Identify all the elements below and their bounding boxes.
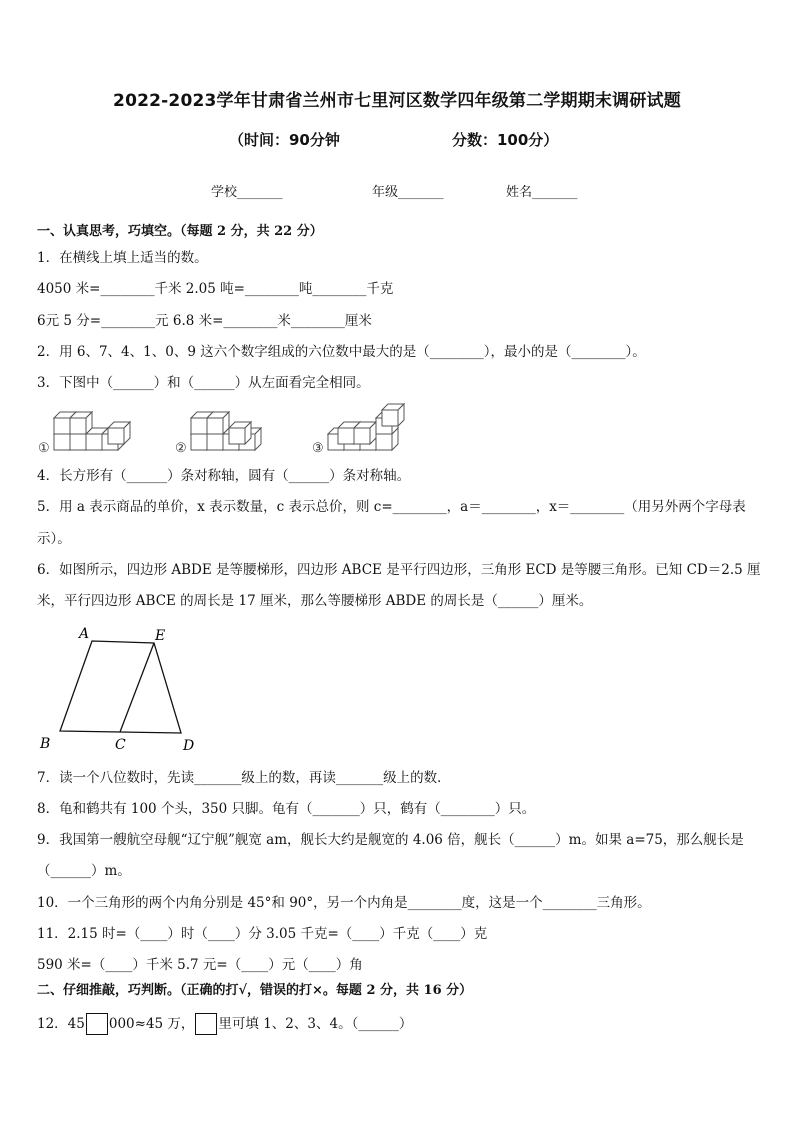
question-11-line-1: 11．2.15 时=（____）时（____）分 3.05 千克=（____）千克（____）克 [37,926,488,942]
cube-figure-label-3: ③ [312,441,324,456]
exam-score: 分数：100分） [452,131,559,149]
grade-field: 年级_______ [372,185,444,200]
question-1: 1．在横线上填上适当的数。 [37,250,208,266]
question-1-part-a: 4050 米=________千米 2.05 吨=________吨________千克 [37,281,394,297]
question-9-line-1: 9．我国第一艘航空母舰“辽宁舰”舰宽 am，舰长大约是舰宽的 4.06 倍，舰长（______）m。如果 a=75，那么舰长是 [37,832,744,848]
vertex-label-a: A [79,626,90,642]
vertex-label-d: D [183,738,195,754]
vertex-label-c: C [115,737,126,753]
question-1-part-b: 6元 5 分=________元 6.8 米=________米________厘米 [37,313,372,329]
cube-figure-label-2: ② [175,441,187,456]
cube-figure-label-1: ① [38,441,50,456]
question-12 [37,1013,412,1035]
exam-time: （时间：90分钟 [229,131,340,149]
question-12-middle: 000≈45 万， [108,1016,195,1032]
question-5-line-2: 示）。 [37,531,71,547]
question-8: 8．龟和鹤共有 100 个头，350 只脚。龟有（_______）只，鹤有（________）只。 [37,801,536,817]
question-6-line-2: 米，平行四边形 ABCE 的周长是 17 厘米，那么等腰梯形 ABDE 的周长是（______）厘米。 [37,593,593,609]
cube-figure-1 [54,412,130,450]
cube-figure-3 [328,404,404,450]
vertex-label-e: E [155,628,166,644]
question-5-line-1: 5．用 a 表示商品的单价，x 表示数量，c 表示总价，则 c=________，a＝________，x＝________（用另外两个字母表 [37,499,746,515]
cube-figure-2 [191,412,261,450]
blank-box-2[interactable] [195,1013,217,1035]
name-field: 姓名_______ [506,185,578,200]
question-12-prefix: 12．45 [37,1016,85,1032]
question-6-line-1: 6．如图所示，四边形 ABDE 是等腰梯形，四边形 ABCE 是平行四边形，三角形 ECD 是等腰三角形。已知 CD＝2.5 厘 [37,562,761,578]
section-heading-2: 二、仔细推敲，巧判断。（正确的打√，错误的打×。每题 2 分，共 16 分） [37,983,473,998]
trapezoid-figure [30,620,220,760]
blank-box-1[interactable] [86,1013,108,1035]
question-7: 7．读一个八位数时，先读_______级上的数，再读_______级上的数． [37,770,451,786]
question-4: 4．长方形有（______）条对称轴，圆有（______）条对称轴。 [37,468,411,484]
question-12-suffix: 里可填 1、2、3、4。（______） [218,1016,413,1032]
vertex-label-b: B [40,736,51,752]
page-title: 2022-2023学年甘肃省兰州市七里河区数学四年级第二学期期末调研试题 [113,91,681,111]
section-heading-1: 一、认真思考，巧填空。（每题 2 分，共 22 分） [37,224,323,239]
cube-figures [36,400,436,460]
question-10: 10．一个三角形的两个内角分别是 45°和 90°，另一个内角是________度，这是一个________三角形。 [37,895,651,911]
school-field: 学校_______ [211,185,283,200]
question-11-line-2: 590 米=（____）千米 5.7 元=（____）元（____）角 [37,957,363,973]
question-2: 2．用 6、7、4、1、0、9 这六个数字组成的六位数中最大的是（________），最小的是（________）。 [37,344,646,360]
question-3: 3．下图中（______）和（______）从左面看完全相同。 [37,375,370,391]
question-9-line-2: （______）m。 [37,863,131,879]
